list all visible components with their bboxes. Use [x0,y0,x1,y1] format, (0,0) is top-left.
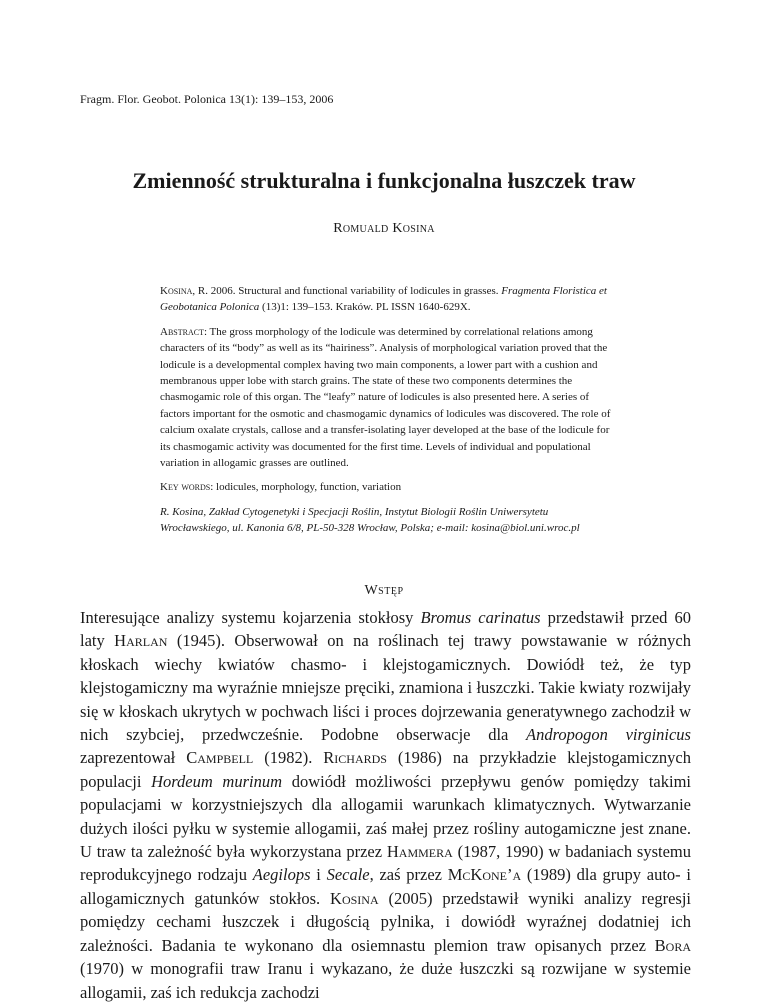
cited-author: Kosina [330,888,379,908]
genus-name: Secale [326,865,370,885]
citation-text: , R. 2006. Structural and functional variability of lodicules in grasses. [192,285,502,297]
species-name: Hordeum murinum [151,771,283,791]
keywords [160,479,620,495]
body-text [80,606,691,1004]
citation-author: Kosina [160,285,193,297]
article-title: Zmienność strukturalna i funkcjonalna łuszczek traw [132,168,636,193]
text-run: dowiódł możliwości przepływu genów pomiędzy takimi populacjami w korzystniejszych dla allogamii warunkach klimatycznych. Wytwarzanie dużych ilości pyłku w systemie allogamii, zaś małej przez rośliny autogamiczne jest znane. U traw ta zależność była wykorzystana przez [80,771,691,862]
keywords-text: : lodicules, morphology, function, variation [210,481,402,494]
paragraph [80,606,691,1004]
affiliation-text: R. Kosina, Zakład Cytogenetyki i Specjacji Roślin, Instytut Biologii Roślin Uniwersytetu Wrocławskiego, ul. Kanonia 6/8, PL-50-328 Wrocław, Polska; e-mail: kosina@biol.uni.wroc.pl [160,505,580,535]
cited-author: Harlan [114,631,168,651]
text-run: (1970) w monografii traw Iranu i wykazano, że duże łuszczki są rozwijane w systemie allogamii, zaś ich redukcja zachodzi [80,959,691,1002]
text-run: zaprezentował [80,748,187,768]
text-run: , zaś przez [369,865,448,885]
species-name: Andropogon virginicus [526,725,691,745]
cited-author: Richards [323,748,387,768]
article-author: Romuald Kosina [333,221,435,236]
text-run: (1987, 1990) w badaniach systemu reprodukcyjnego rodzaju [80,842,691,885]
citation-details: (13)1: 139–153. Kraków. PL ISSN 1640-629X. [259,301,471,314]
keywords-label: Key words [160,481,211,494]
species-name: Bromus carinatus [420,608,541,627]
text-run: (1982). [253,748,324,768]
abstract-block [160,283,620,537]
text-run: (1986) na przykładzie klejstogamicznych populacji [80,748,692,791]
genus-name: Aegilops [252,865,311,885]
text-run: i [310,865,327,885]
abstract [160,324,620,472]
text-run: (1989) dla grupy auto- i allogamicznych gatunków stokłos. [80,865,691,908]
abstract-label: Abstract [160,325,204,338]
journal-reference: Fragm. Flor. Geobot. Polonica 13(1): 139–153, 2006 [80,92,334,106]
citation [160,283,620,316]
text-run: (2005) przedstawił wyniki analizy regresji pomiędzy cechami łuszczek i długością pylnika, i dowiódł wyraźnej dodatniej ich zależności. Badania te wykonano dla osiemnastu plemion traw opisanych przez [80,888,691,955]
text-run: (1945). Obserwował on na roślinach tej trawy powstawanie w różnych kłoskach wiechy kwiatów chasmo- i klejstogamicznych. Dowiódł też, że typ klejstogamiczny ma wyraźnie mniejsze pręciki, znamiona i łuszczki. Takie kwiaty rozwijały się w kłoskach ukrytych w pochwach liści i proces dojrzewania generatywnego zachodził w nich szybciej, przedwcześnie. Podobne obserwacje dla [80,631,691,745]
abstract-text: : The gross morphology of the lodicule was determined by correlational relations among characters of its “body” as well as its “hairiness”. Analysis of morphological variation proved that the lodicule is a developmental complex having two main components, a lower part with a cushion and membranous upper lobe with starch grains. The state of these two components determines the chasmogamic role of this organ. The “leafy” nature of lodicules is also presented here. A series of factors important for the osmotic and chasmogamic dynamics of lodicules was discovered. The role of calcium oxalate crystals, callose and a transfer-isolating layer developed at the base of the lodicule for its chasmogamic activity was documented for the first time. Levels of individual and populational variation in allogamic grasses are outlined. [160,325,611,470]
cited-author: McKone’a [447,865,522,885]
cited-author: Hammera [386,842,453,862]
section-heading: Wstęp [364,583,404,598]
text-run: przedstawił przed 60 laty [80,608,691,651]
affiliation [160,504,620,537]
text-run: Interesujące analizy systemu kojarzenia stokłosy [80,608,421,627]
cited-author: Campbell [186,748,254,768]
cited-author: Bora [654,935,691,955]
citation-journal: Fragmenta Floristica et Geobotanica Polonica [160,285,607,314]
